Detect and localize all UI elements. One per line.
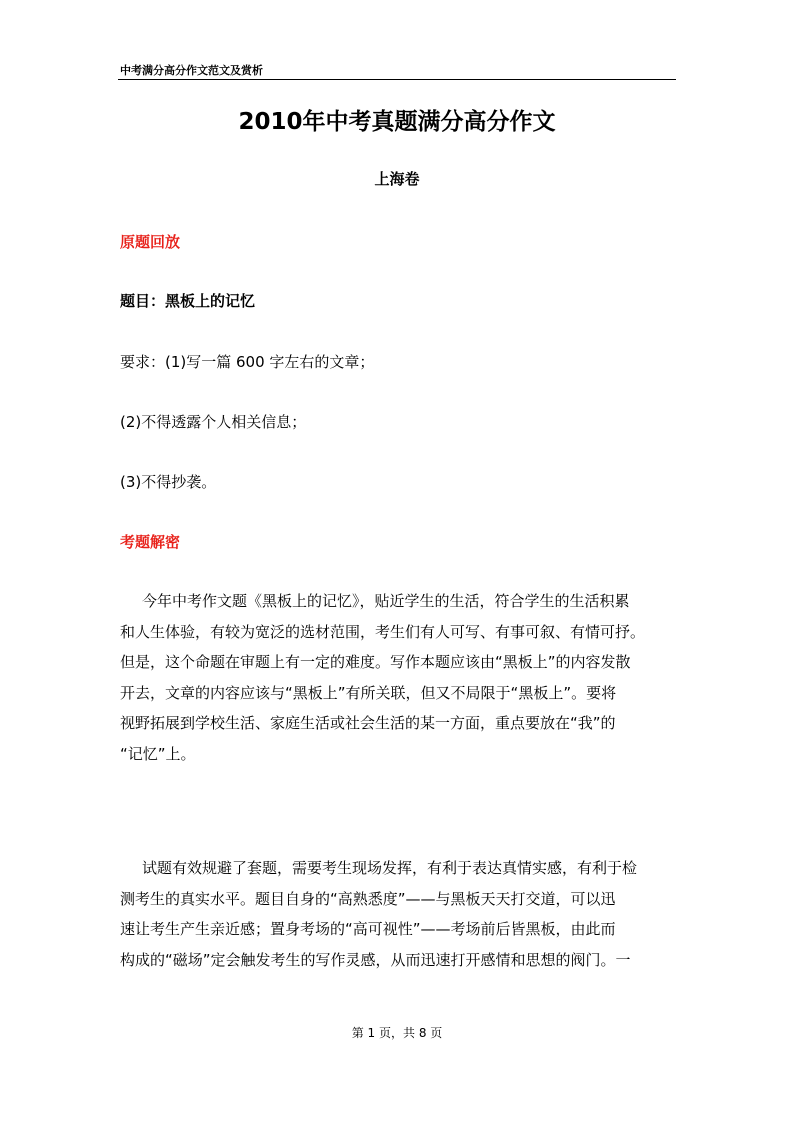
requirement-1: 要求：(1)写一篇 600 字左右的文章； [120,353,375,371]
paragraph-line: 构成的“磁场”定会触发考生的写作灵感，从而迅速打开感情和思想的阀门。一 [120,950,631,969]
header-rule [118,79,676,80]
paragraph-line: 但是，这个命题在审题上有一定的难度。写作本题应该由“黑板上”的内容发散 [120,653,631,672]
requirement-3: (3)不得抄袭。 [120,473,217,491]
paragraph-line: 速让考生产生亲近感；置身考场的“高可视性”——考场前后皆黑板，由此而 [120,920,616,939]
document-title: 2010年中考真题满分高分作文 [238,109,556,135]
paragraph-2 [120,853,690,975]
page-footer: 第 1 页，共 8 页 [351,1026,443,1040]
paragraph-line: 开去，文章的内容应该与“黑板上”有所关联，但又不局限于“黑板上”。要将 [120,683,617,702]
running-header: 中考满分高分作文范文及赏析 [120,64,263,77]
paragraph-1 [120,586,690,770]
topic-line: 题目：黑板上的记忆 [120,292,256,310]
paragraph-line: 今年中考作文题《黑板上的记忆》，贴近学生的生活，符合学生的生活积累 [142,592,630,610]
requirement-2: (2)不得透露个人相关信息； [120,413,307,431]
document-subtitle: 上海卷 [374,170,420,188]
paragraph-line: “记忆”上。 [120,744,196,763]
section-heading-analysis: 考题解密 [120,533,181,551]
paragraph-line: 和人生体验，有较为宽泛的选材范围，考生们有人可写、有事可叙、有情可抒。 [120,622,646,641]
paragraph-line: 试题有效规避了套题，需要考生现场发挥，有利于表达真情实感，有利于检 [142,859,638,877]
section-heading-original: 原题回放 [120,233,181,251]
paragraph-line: 视野拓展到学校生活、家庭生活或社会生活的某一方面，重点要放在“我”的 [120,714,616,733]
paragraph-line: 测考生的真实水平。题目自身的“高熟悉度”——与黑板天天打交道，可以迅 [120,889,616,908]
